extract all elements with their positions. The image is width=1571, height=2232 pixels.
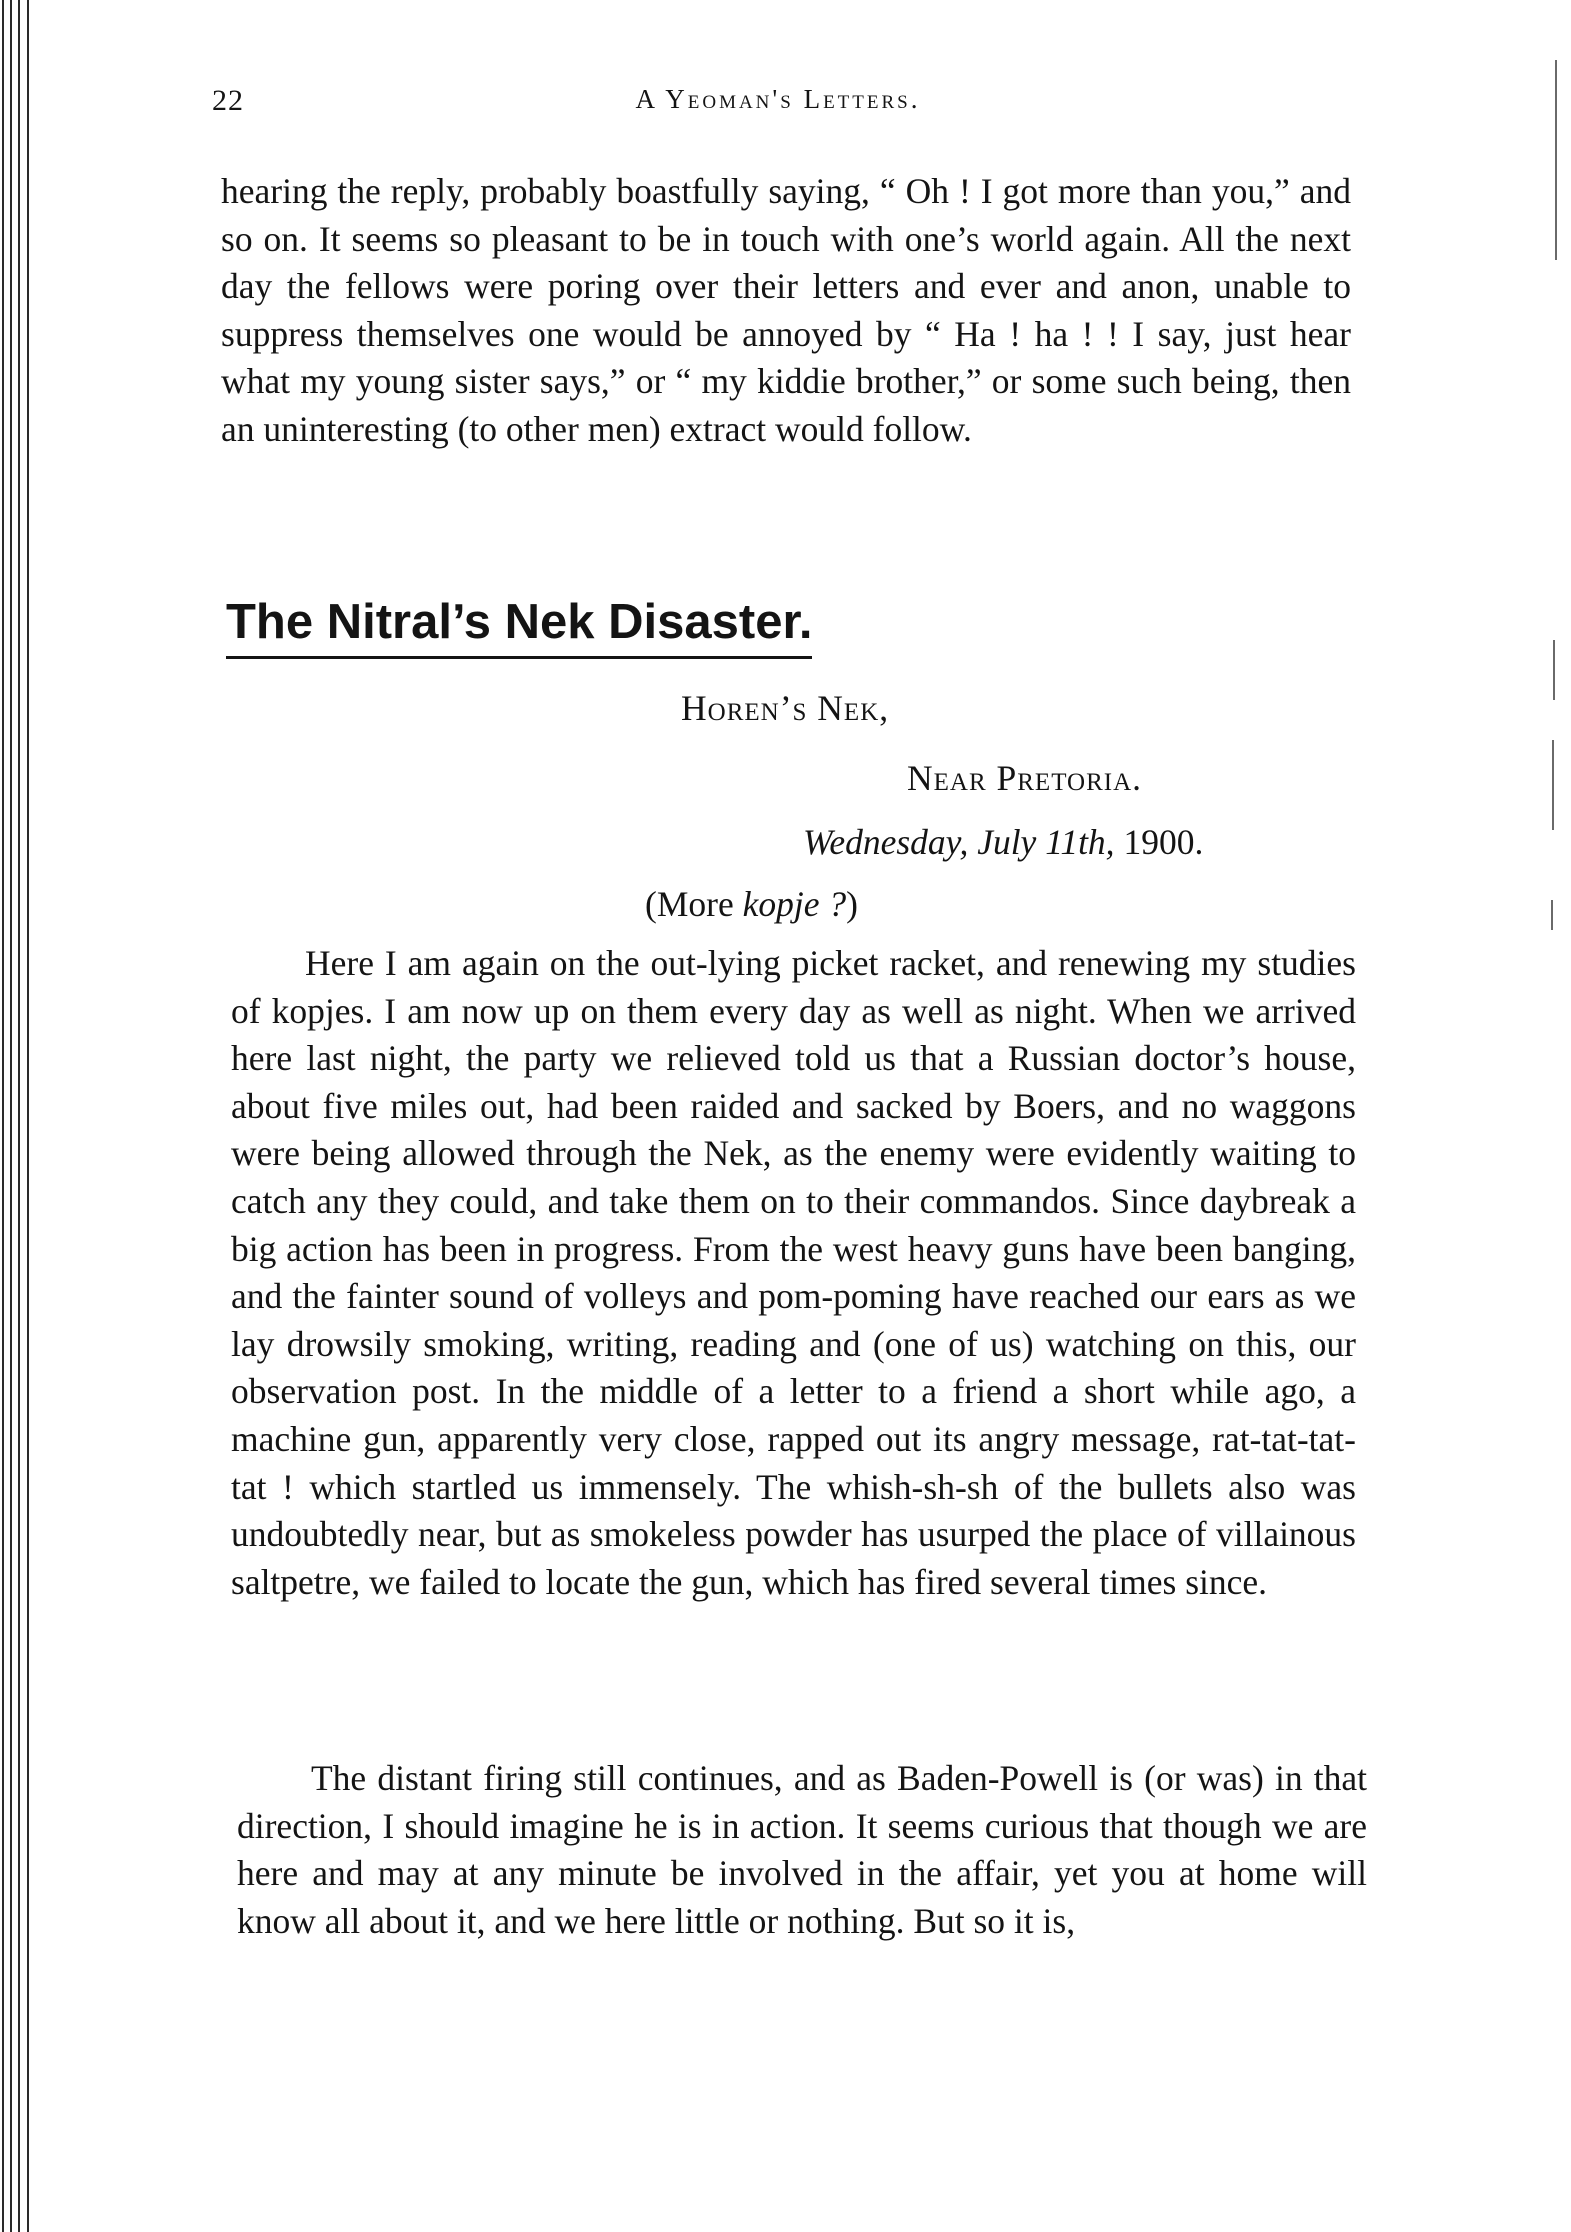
paragraph-1: hearing the reply, probably boastfully saying, “ Oh ! I got more than you,” and so on. It seems so pleasant to be in touch with one’s world again. All the next day the fellows were poring over their letters and ever and anon, unable to suppress themselves one would be annoyed by “ Ha ! ha ! ! I say, just hear what my young sister says,” or “ my kiddie brother,” or some such being, then an uninteresting (to other men) extract would follow.	[221, 171, 1351, 449]
binding-line	[18, 0, 20, 2232]
binding-line	[2, 0, 4, 2232]
section-heading: The Nitral’s Nek Disaster.	[226, 592, 812, 659]
edge-mark	[1555, 60, 1557, 260]
binding-line	[27, 0, 29, 2232]
date-number: 11th,	[1045, 822, 1115, 862]
binding-line	[10, 0, 12, 2232]
binding-edge	[0, 0, 36, 2232]
right-edge-marks	[1531, 0, 1571, 2232]
note-open: (More	[645, 884, 743, 924]
date-year: 1900.	[1123, 822, 1204, 862]
paragraph-3: The distant firing still continues, and as Baden-Powell is (or was) in that direction, I should imagine he is in action. It seems curious that though we are here and may at any minute be involved in the affair, yet you at home will know all about it, and we here little or nothing. But so it is,	[237, 1758, 1367, 1941]
edge-mark	[1553, 640, 1555, 700]
paragraph-2: Here I am again on the out-lying picket racket, and renewing my studies of kopjes. I am now up on them every day as well as night. When we arrived here last night, the party we relieved told us that a Russian doctor’s house, about five miles out, had been raided and sacked by Boers, and no waggons were being allowed through the Nek, as the enemy were evidently waiting to catch any they could, and take them on to their commandos. Since daybreak a big action has been in progress. From the west heavy guns have been banging, and the fainter sound of volleys and pom-poming have reached our ears as we lay drowsily smoking, writing, reading and (one of us) watching on this, our observation post. In the middle of a letter to a friend a short while ago, a machine gun, apparently very close, rapped out its angry message, rat-tat-tat-tat ! which startled us immensely. The whish-sh-sh of the bullets also was undoubtedly near, but as smokeless powder has usurped the place of villainous saltpetre, we failed to locate the gun, which has fired several times since.	[231, 943, 1356, 1602]
note-word: kopje ?	[742, 884, 847, 924]
dateline-date	[803, 820, 1203, 864]
dateline-place-2: Near Pretoria.	[907, 758, 1143, 798]
edge-mark	[1551, 900, 1553, 930]
running-head: A Yeoman's Letters.	[635, 84, 921, 114]
note-close: )	[846, 884, 858, 924]
dateline-note	[645, 882, 858, 926]
dateline-place-1: Horen’s Nek,	[681, 688, 890, 728]
date-day: Wednesday, July	[803, 822, 1037, 862]
page-header	[212, 84, 1344, 124]
edge-mark	[1552, 740, 1554, 830]
page-number: 22	[212, 84, 244, 117]
